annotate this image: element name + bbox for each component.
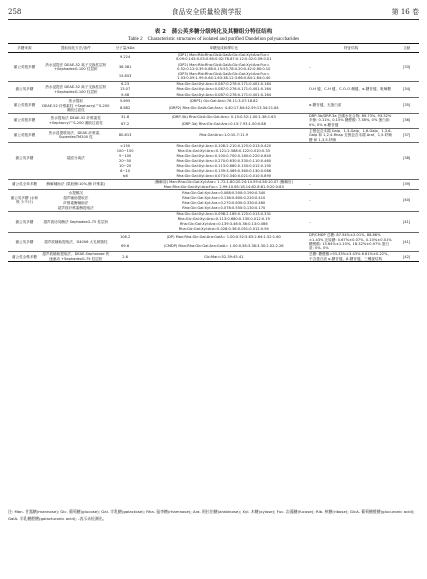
cell-ref: [41]	[394, 211, 419, 232]
cell-mw: 67.2	[121, 121, 130, 126]
cell-source: 蒲公英多糖	[8, 82, 41, 98]
cell-source: 蒲公英根多糖	[8, 98, 41, 114]
table-row	[8, 211, 419, 217]
cell-mono: (DRP1) Glc:Gal:Ara=76.11:3.07:18.82	[140, 98, 309, 104]
cell-mw: 80.813	[111, 128, 140, 143]
cell-method: 超声波纤维素酶提取法	[57, 205, 94, 210]
cell-method: 热水浸提法 DEAE-52 离子交换柱层析 +SephadexG-100 柱层析	[41, 82, 111, 98]
cell-source: 蒲公英全株多糖	[8, 252, 41, 262]
cell-mw: ≤6	[122, 174, 128, 179]
cell-mw: 9.48	[121, 92, 130, 97]
cell-ref: [40]	[394, 190, 419, 211]
cell-feature: DRP-3b/DRP-3a 总碳水化合物: 89.73%, 93.52% 多酚: 0.11%, 0.15% 糖醛酸: 7.38%, 0% 蛋白质: 0%, 0% α-糖苷键	[308, 113, 394, 128]
cell-mono: Rha:Glc:Gal:Xyl:Ara=0.139:3.46:0.36:0.13:0.086	[179, 222, 268, 227]
table-row	[8, 98, 419, 104]
cell-method: 酶解辅助法 (果胶酶:10%,酶 纤维素)	[41, 179, 111, 189]
page-number: 258	[8, 8, 22, 16]
cell-mono: (CMDP) Man:Rha:Glc:Gal:Ara:GalA= 1.00:0.58:3.38:3.30:2.02:2.26	[163, 244, 284, 249]
cell-mw	[111, 179, 140, 189]
cell-method: 热水浸提联用法、DEAE-纤维素、SuperdexTM200 柱	[41, 128, 111, 143]
table-row	[8, 252, 419, 262]
cell-mono: (DP1) Man:Rib:Rha:GlcA:GalA:Glc:Gal:Xyl:Ara:Fuc= 0.09:0.145:0.03:0.65:0.02:78.67:0.12:0.02:0.09:0.01	[140, 52, 309, 62]
cell-mw	[111, 211, 140, 232]
cell-source: 蒲公英多糖	[8, 143, 41, 174]
cell-method: 水提醇沉	[41, 190, 111, 196]
cell-mono: (DRP-3b) Rha:GlcA:Glc:Gal:Ara= 0.15:0.52:1.00:1.38:1.63	[140, 113, 309, 120]
cell-source: 蒲公英多糖 (水和麸 少不计)	[8, 190, 41, 211]
cell-mono: Rha:Glc:Gal:Xyl:Ara=0.100:0.700:0.160:0.220:0.640	[176, 153, 272, 158]
table-row	[8, 190, 419, 196]
cell-ref: [35]	[394, 98, 419, 114]
table-row	[8, 128, 419, 143]
table-row	[8, 233, 419, 243]
cell-mono: Rha:Glc:Gal:Xyl:Ara=0.121:2.588:0.122:0.010:0.33	[177, 148, 270, 153]
cell-method: 超声波辅助提取法、D4006 大孔树脂柱	[41, 233, 111, 252]
cell-mw: 9.224	[111, 52, 140, 62]
table-row	[8, 82, 419, 88]
cell-method: 超滤分离法	[41, 143, 111, 174]
cell-mono: Rha:Glc:Gal:Xyl:Ara=0.078:0.550:0.130:0.170	[182, 205, 266, 210]
cell-mono: (DP) Man:Rha:Glc:Gal:Ara:GalA= 1.00:0.52:5.83:2.64:1.52:1.60	[140, 233, 309, 243]
cell-mono: Rha:Glc:Gal:Xyl:Ara=0.136:0.600:0.220:0.410	[182, 195, 266, 200]
cell-source: 蒲公英根多糖	[8, 113, 41, 128]
cell-mono: Rha:Glc:Gal:Xyl:Ara=0.087:0.276:0.171:0.401:0.164	[140, 82, 309, 88]
cell-mono: Rha:Glc:Gal:Xyl:Ara=0.270:0.630:0.330:0.110:0.460	[176, 158, 272, 163]
table-row	[8, 143, 419, 149]
cell-method: 超声辅助提取法	[63, 195, 89, 200]
cell-mono: Glc:Man=52.39:45.41	[140, 252, 309, 262]
cell-mw: 13.07	[119, 87, 131, 92]
cell-mw: 6.23	[111, 82, 140, 88]
col-header-mono: 单糖组成和摩尔比	[140, 44, 309, 53]
cell-mono: (DP2) Man:Rib:Rha:GlcA:GalA:Glc:Gal:Xyl:Ara:Fuc= 0.52:0.12:0.39:0.88:0.15:53.78:0.20:0.42:0.80:0.10	[177, 62, 271, 71]
cell-feature: α-糖苷键，无蛋白质	[308, 98, 394, 114]
cell-mw: 31.8	[111, 113, 140, 120]
cell-feature: –	[308, 52, 394, 81]
cell-mono: Rha:Glc:Gal:Xyl:Ara=0.270:0.630:0.330:0.460	[182, 200, 266, 205]
cell-mono: Rha:Glc:Gal:Xyl:Ara=0.028:0.36:0.051:0.012:0.94	[178, 227, 269, 232]
col-header-ref: 文献	[394, 44, 419, 53]
col-header-mw: 分子量/kDa	[111, 44, 140, 53]
cell-mw: 100~150	[116, 148, 134, 153]
cell-source: 蒲公英全草多糖	[8, 179, 41, 189]
cell-mono: Rha:Glc:Gal:Xyl:Ara=0.139:3.469:0.360:0.130:0.086	[176, 169, 272, 174]
cell-mw: 5~100	[119, 153, 132, 158]
cell-mono: Rha:Glc:Gal:Xyl:Ara=0.087:0.276:0.171:0.401:0.164	[176, 87, 272, 92]
cell-mono: Rha:Glc:Gal:Xyl:Ara=0.108:2.210:0.125:0.013:0.420	[140, 143, 309, 149]
cell-feature: –	[308, 143, 394, 174]
cell-mw: 6~10	[120, 169, 131, 174]
table-caption-cn: 表 2 蒲公英多糖分级纯化及其糖组分特征结构	[154, 29, 273, 35]
cell-mono: (DRP2) Rha:Glc:GalA:Gal:Ara= 4.40:17.84:42.59:13.34:21.84	[168, 105, 279, 110]
cell-feature: –	[308, 179, 394, 189]
cell-method: DEAE-52 纤维素柱 +Sephacryl™S-200 凝胶过滤柱	[42, 103, 110, 113]
cell-feature: –	[308, 190, 394, 211]
col-header-source: 多糖来源	[8, 44, 41, 53]
cell-ref: [36]	[394, 113, 419, 128]
polysaccharide-table	[8, 43, 419, 262]
header-rule	[8, 19, 419, 20]
cell-feature: 总糖: 糖醛酸=93.33%±3.43% 6.61%±0.22%，不含蛋白质 α-糖苷键，β-糖苷键，三螺旋结构	[308, 252, 394, 262]
cell-ref: [42]	[394, 252, 419, 262]
table-caption-en: Table 2 Characteristic structures of isolated and purified Dandelion polysaccharides	[127, 37, 300, 42]
cell-method: 热水提取法 DEAE-52 纤维素柱 +Sephacryl™S-200 凝胶过滤柱	[41, 113, 111, 128]
cell-ref: [38]	[394, 143, 419, 174]
cell-mono: (DRP-3a) Rha:Glc:Gal:Ara=0.15:7.93:1.00:0.88	[181, 121, 266, 126]
cell-method: 纤维素酶辅助法	[63, 200, 89, 205]
table-body	[8, 52, 419, 262]
page-header	[8, 6, 419, 18]
cell-mw: 69.8	[121, 244, 130, 249]
cell-mono: Rha:Glc:Gal:Xyl:Ara=0.098:2.189:0.125:0.013:0.331	[140, 211, 309, 217]
cell-feature: DP/CMDP 总糖: 87.54%±2.01%, 88.86%±1.43% 还原糖: 0.67%±0.07%, 0.10%±0.01% 糖醛酸: 13.64%±1.10%, 18.32%±0.97% 蛋白质: 0%, 0%	[308, 233, 394, 252]
cell-mw: 2.6	[111, 252, 140, 262]
cell-source: 蒲公英多糖	[8, 211, 41, 232]
cell-mw: 108.2	[111, 233, 140, 243]
cell-method: 超声波协同酶法 SephadexG-75 柱层析	[41, 211, 111, 232]
cell-mw: 36.381	[118, 64, 132, 69]
cell-feature: –	[308, 211, 394, 232]
cell-method: 热水提取	[41, 98, 111, 104]
cell-mono: Rha:Glc:Gal:Xyl:Ara=0.088:0.500:0.190:0.340	[140, 190, 309, 196]
journal-name: 食品安全质量检测学报	[171, 8, 242, 16]
cell-mw: 20~50	[119, 158, 132, 163]
cell-ref: [33]	[394, 52, 419, 81]
volume-label: 第 16 卷	[391, 8, 419, 16]
cell-mono: Rha:Glc:Gal:Xyl:Ara=0.073:0.340:0.021:0.010:0.890	[176, 174, 272, 179]
cell-mw: 5.695	[111, 98, 140, 104]
cell-mono: Rha:Glc:Gal:Xyl:Ara=0.113:0.680:0.150:0.012:0.190	[176, 163, 272, 168]
table-row	[8, 113, 419, 120]
cell-mono: Rha:Glc:Gal:Xyl:Ara=0.087:0.276:0.171:0.401:0.164	[176, 92, 272, 97]
table-header	[8, 44, 419, 53]
cell-ref: [37]	[394, 128, 419, 143]
cell-mw: 10~20	[119, 163, 132, 168]
cell-mono: Rha:Gal:Ara=1.0:10.7:11.9	[140, 128, 309, 143]
cell-mw: 8.882	[119, 105, 131, 110]
cell-source: 蒲公英多糖	[8, 233, 41, 252]
cell-mw	[111, 190, 140, 211]
cell-ref: [39]	[394, 179, 419, 189]
col-header-method: 提取纯化方法/条件	[41, 44, 111, 53]
cell-ref: [41]	[394, 233, 419, 252]
table-row	[8, 52, 419, 62]
cell-feature: 主链包含末端 Galp、1,3-Galp、1,6-Galp、1,3,6-Galp 和 1,2,4-Rhap 支链包含末端 Araf、1,5-呋喃糖 和 1,3,5-呋喃	[308, 128, 394, 143]
cell-method: 超声波辅助提取法、DEAE-Sepharose 快速流动 +SephadexG-75 柱层析	[42, 252, 110, 261]
cell-ref: [34]	[394, 82, 419, 98]
cell-method: 热水浸提法 DEAE-52 离子交换柱层析 +SephadexG-100 柱层析	[41, 52, 111, 81]
cell-mw: 15.853	[118, 74, 132, 79]
table-row	[8, 179, 419, 189]
cell-mw: >150	[111, 143, 140, 149]
table-note: 注: Man. 甘露糖(mannose); Glc. 葡萄糖(glucose); Gal. 半乳糖(galactose); Rha. 鼠李糖(rhamnose); Ara. 阿拉伯糖(arabinose); Xyl. 木糖(xylose); Fuc. 岩藻糖(fucose); Rib. 核糖(ribose); GlcA. 葡萄糖醛酸(glucuronic acid); GalA. 半乳糖醛酸(galacturonic acid); -表示未检测出。	[8, 509, 415, 521]
cell-mono: (DP3) Man:Rib:Rha:GlcA:GalA:Glc:Gal:Xyl:Ara:Fuc= 1.03:0.09:1.99:0.64:1.63:38.12:3.66:0.84:1.84:0.40	[177, 71, 271, 81]
cell-source: 蒲公英根多糖	[8, 52, 41, 81]
cell-mono: (酶解前) Man:Rha:Glc:Gal:Xyl:Ara= 1.72:1.80:20.24:14.59:4.58:10.07 (酶解后) Man:Rha:Glc:Gal:Xyl:Ara:Fuc= 2.99:10.65:18.14:82.8:61.9:20.0:83	[140, 179, 309, 189]
cell-feature: O-H 键、C-H 键、C-O-O 酮键、α-糖苷键、吡喃糖	[308, 82, 394, 98]
cell-mono: Rha:Glc:Gal:Xyl:Ara=0.113:0.680:0.130:0.012:0.19	[177, 217, 270, 222]
col-header-feature: 特征结构	[308, 44, 394, 53]
cell-source: 蒲公英根多糖	[8, 128, 41, 143]
